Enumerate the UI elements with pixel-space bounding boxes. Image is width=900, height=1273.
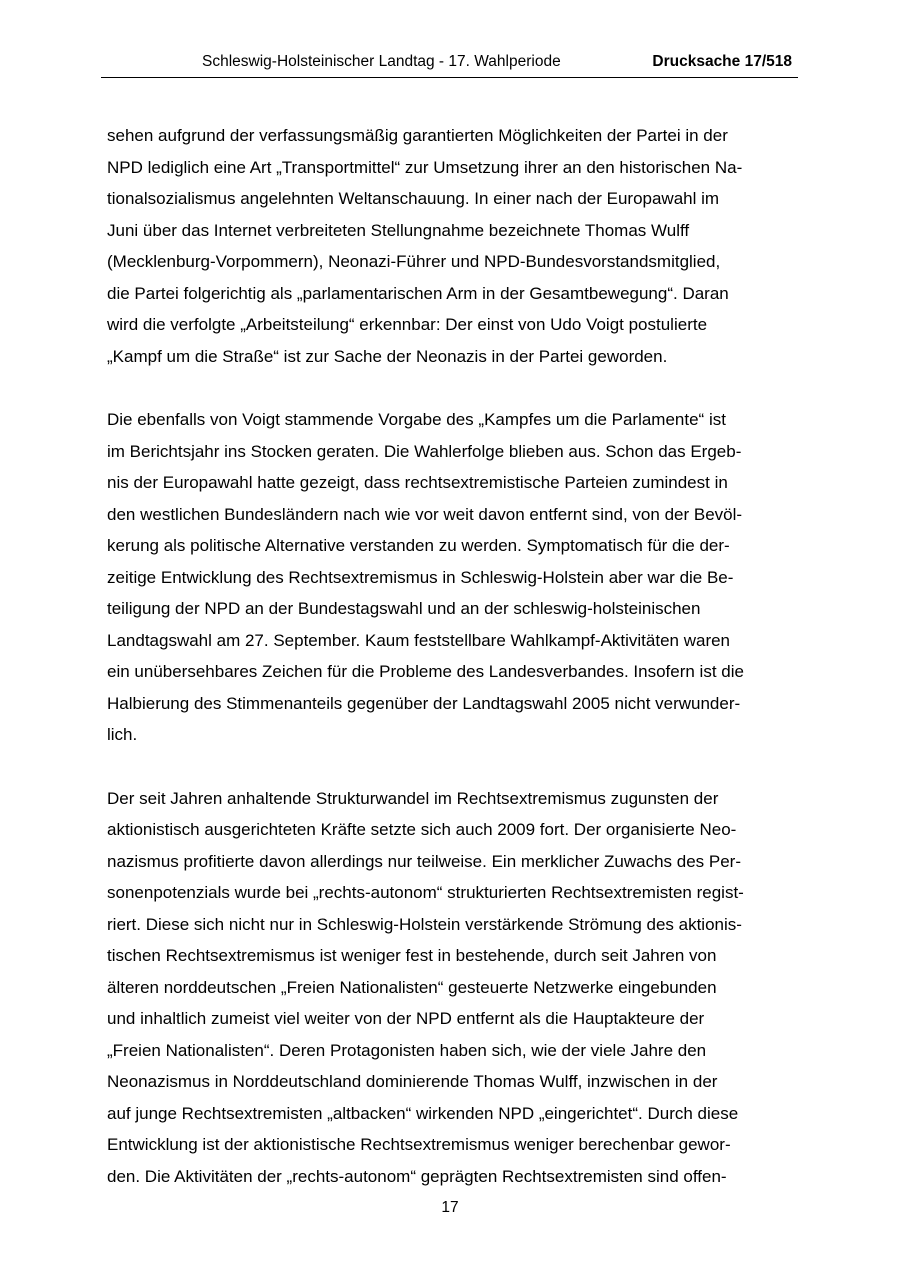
text-line: Neonazismus in Norddeutschland dominierende Thomas Wulff, inzwischen in der [107,1072,718,1091]
text-line: nis der Europawahl hatte gezeigt, dass rechtsextremistische Parteien zumindest in [107,473,728,492]
text-line: und inhaltlich zumeist viel weiter von der NPD entfernt als die Hauptakteure der [107,1009,705,1028]
text-line: Entwicklung ist der aktionistische Rechtsextremismus weniger berechenbar gewor- [107,1135,731,1154]
text-line: teiligung der NPD an der Bundestagswahl und an der schleswig-holsteinischen [107,599,701,618]
text-line: ein unübersehbares Zeichen für die Probleme des Landesverbandes. Insofern ist die [107,662,744,681]
page-header [101,50,798,78]
text-line: im Berichtsjahr ins Stocken geraten. Die Wahlerfolge blieben aus. Schon das Ergeb- [107,441,742,461]
text-line: den. Die Aktivitäten der „rechts-autonom“ geprägten Rechtsextremisten sind offen- [107,1166,727,1186]
text-line: aktionistisch ausgerichteten Kräfte setzte sich auch 2009 fort. Der organisierte Neo- [107,820,737,839]
text-line: zeitige Entwicklung des Rechtsextremismus in Schleswig-Holstein aber war die Be- [107,567,734,587]
text-line: lich. [107,725,138,744]
text-line: sehen aufgrund der verfassungsmäßig garantierten Möglichkeiten der Partei in der [107,126,728,145]
header-title: Schleswig-Holsteinischer Landtag - 17. Wahlperiode [202,53,561,70]
text-line: „Kampf um die Straße“ ist zur Sache der Neonazis in der Partei geworden. [107,346,668,366]
text-line: auf junge Rechtsextremisten „altbacken“ wirkenden NPD „eingerichtet“. Durch diese [107,1103,739,1123]
text-line: die Partei folgerichtig als „parlamentarischen Arm in der Gesamtbewegung“. Daran [107,283,729,303]
text-line: wird die verfolgte „Arbeitsteilung“ erkennbar: Der einst von Udo Voigt postulierte [107,315,708,334]
text-line: riert. Diese sich nicht nur in Schleswig-Holstein verstärkende Strömung des aktionis- [107,914,742,934]
text-line: Der seit Jahren anhaltende Strukturwandel im Rechtsextremismus zugunsten der [107,788,719,808]
text-line: den westlichen Bundesländern nach wie vor weit davon entfernt sind, von der Bevöl- [107,504,743,524]
text-line: tionalsozialismus angelehnten Weltanschauung. In einer nach der Europawahl im [107,189,720,208]
paragraph [107,783,799,1193]
text-line: Juni über das Internet verbreiteten Stellungnahme bezeichnete Thomas Wulff [107,220,690,240]
text-line: kerung als politische Alternative verstanden zu werden. Symptomatisch für die der- [107,536,730,555]
paragraph [107,120,799,372]
page-number: 17 [441,1199,459,1216]
text-line: sonenpotenzials wurde bei „rechts-autonom“ strukturierten Rechtsextremisten regist- [107,883,744,902]
text-line: Die ebenfalls von Voigt stammende Vorgabe des „Kampfes um die Parlamente“ ist [107,410,726,429]
body-text [107,120,799,1224]
text-line: „Freien Nationalisten“. Deren Protagonisten haben sich, wie der viele Jahre den [107,1040,707,1060]
text-line: nazismus profitierte davon allerdings nur teilweise. Ein merklicher Zuwachs des Per- [107,851,741,871]
text-line: älteren norddeutschen „Freien Nationalisten“ gesteuerte Netzwerke eingebunden [107,977,717,997]
text-line: NPD lediglich eine Art „Transportmittel“ zur Umsetzung ihrer an den historischen Na- [107,157,743,177]
paragraph [107,404,799,751]
text-line: Halbierung des Stimmenanteils gegenüber der Landtagswahl 2005 nicht verwunder- [107,693,741,713]
document-number: Drucksache 17/518 [652,53,792,70]
text-line: Landtagswahl am 27. September. Kaum feststellbare Wahlkampf-Aktivitäten waren [107,630,731,650]
text-line: (Mecklenburg-Vorpommern), Neonazi-Führer und NPD-Bundesvorstandsmitglied, [107,252,721,271]
text-line: tischen Rechtsextremismus ist weniger fest in bestehende, durch seit Jahren von [107,946,717,965]
